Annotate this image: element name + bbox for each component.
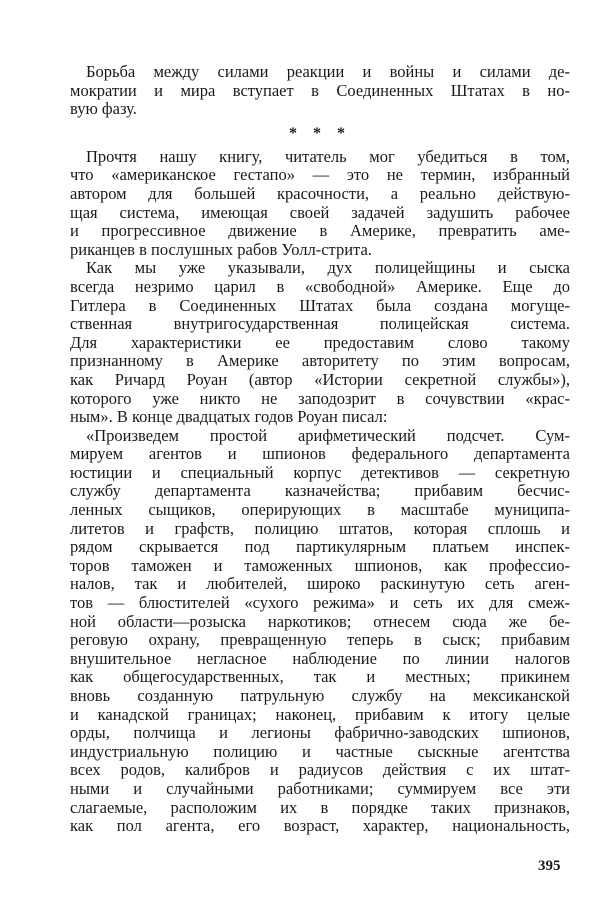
text-line: признанному в Америке авторитету по этим вопросам, — [70, 351, 570, 371]
text-line: ленных сыщиков, оперирующих в масштабе муниципа- — [70, 500, 570, 520]
text-line: службу департамента казначейства; прибавим бесчис- — [70, 481, 570, 501]
paragraph-2 — [70, 148, 570, 260]
text-line: Борьба между силами реакции и войны и силами де- — [86, 62, 570, 81]
text-line: внушительное негласное наблюдение по линии налогов — [70, 648, 570, 668]
text-line: орды, полчища и легионы фабрично-заводских шпионов, — [70, 723, 570, 743]
text-line: Прочтя нашу книгу, читатель мог убедиться в том, — [86, 146, 570, 166]
text-line: налов, так и любителей, широко раскинутую сеть аген- — [70, 574, 570, 594]
text-line: торов таможен и таможенных шпионов, как профессио- — [70, 555, 570, 575]
paragraph-1 — [70, 63, 570, 119]
text-line: ственная внутригосударственная полицейская система. — [70, 314, 570, 334]
text-line: как общегосударственных, так и местных; прикинем — [70, 667, 570, 687]
text-line: и канадской границах; наконец, прибавим к итогу целые — [70, 704, 570, 724]
section-separator: * * * — [289, 124, 351, 142]
text-line: автором для большей красочности, а реально действую- — [70, 183, 570, 203]
text-line: Гитлера в Соединенных Штатах была создана могуще- — [70, 295, 570, 315]
page-body — [70, 63, 570, 836]
text-line: вую фазу. — [70, 99, 137, 119]
text-line: что «американское гестапо» — это не термин, избранный — [70, 165, 570, 185]
text-line: всегда незримо царил в «свободной» Америке. Еще до — [70, 276, 570, 296]
text-line: и прогрессивное движение в Америке, превратить аме- — [70, 221, 570, 241]
text-line: литетов и графств, полицию штатов, которая сплошь и — [70, 518, 570, 538]
text-line: слагаемые, расположим их в порядке таких признаков, — [70, 797, 570, 817]
text-line: мируем агентов и шпионов федерального департамента — [70, 444, 570, 464]
text-line: как Ричард Роуан (автор «Истории секретной службы»), — [70, 369, 570, 389]
text-line: щая система, имеющая своей задачей задушить рабочее — [70, 202, 570, 222]
text-line: которого уже никто не заподозрит в сочувствии «крас- — [70, 388, 570, 408]
text-line: вновь созданную патрульную службу на мексиканской — [70, 686, 570, 705]
text-line: ным». В конце двадцатых годов Роуан писал: — [70, 407, 388, 427]
text-line: индустриальную полицию и частные сыскные агентства — [70, 741, 570, 761]
page-number: 395 — [538, 858, 561, 874]
text-line: Для характеристики ее предоставим слово такому — [70, 332, 570, 352]
text-line: Как мы уже указывали, дух полицейщины и сыска — [86, 258, 570, 278]
text-line: всех родов, калибров и радиусов действия с их штат- — [70, 760, 570, 780]
text-line: ной области—розыска наркотиков; отнесем сюда же бе- — [70, 611, 570, 631]
text-line: как пол агента, его возраст, характер, национальность, — [70, 816, 570, 836]
text-line: риканцев в послушных рабов Уолл-стрита. — [70, 239, 372, 259]
text-line: мократии и мира вступает в Соединенных Штатах в но- — [70, 80, 570, 100]
paragraph-quote — [70, 427, 570, 836]
text-line: ными и случайными работниками; суммируем все эти — [70, 778, 570, 798]
text-line: рядом скрывается под партикулярным платьем инспек- — [70, 537, 570, 557]
text-line: юстиции и специальный корпус детективов — секретную — [70, 462, 570, 482]
text-line: реговую охрану, превращенную теперь в сыск; прибавим — [70, 630, 570, 650]
text-line: тов — блюстителей «сухого режима» и сеть их для смеж- — [70, 593, 570, 613]
text-line: «Произведем простой арифметический подсчет. Сум- — [86, 425, 570, 445]
paragraph-3 — [70, 259, 570, 426]
